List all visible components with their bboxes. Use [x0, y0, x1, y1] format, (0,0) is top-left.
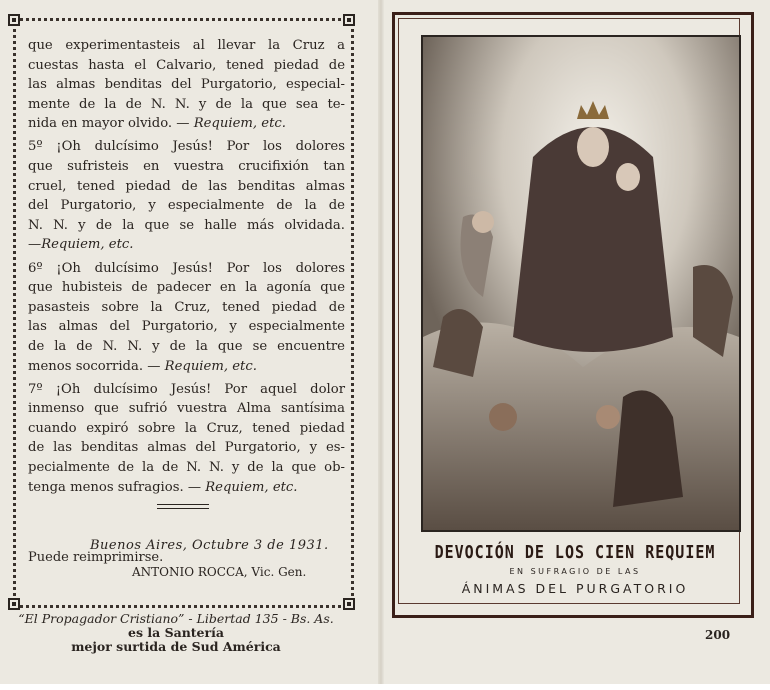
card-title-2: ÁNIMAS DEL PURGATORIO [461, 581, 689, 596]
requiem-refrain: Requiem, etc. [164, 358, 257, 374]
line-text: cuando expiró sobre la Cruz, tened piedad [28, 420, 345, 436]
prayer-paragraph [28, 259, 345, 377]
text-line [28, 137, 345, 157]
line-text: pasasteis sobre la Cruz, tened piedad de [28, 299, 345, 315]
line-text: — [28, 237, 42, 253]
card-title: DEVOCIÓN DE LOS CIEN REQUIEM [434, 541, 716, 563]
line-text: 6º ¡Oh dulcísimo Jesús! Por los dolores [28, 260, 345, 276]
text-line [28, 438, 345, 458]
line-text: mente de la de N. N. y de la que sea te- [28, 96, 345, 112]
prayer-paragraph [28, 380, 345, 498]
line-text: de la de N. N. y de la que se encuentre [28, 338, 345, 354]
text-line [28, 235, 345, 255]
text-line [28, 337, 345, 357]
page-number: 200 [705, 628, 731, 642]
publisher-slogan-2: mejor surtida de Sud América [71, 639, 281, 654]
text-line [28, 157, 345, 177]
double-rule-divider [157, 504, 209, 509]
text-line [28, 216, 345, 236]
text-line [28, 380, 345, 400]
text-line [28, 36, 345, 56]
text-line [28, 75, 345, 95]
border-corner-ornament [343, 14, 355, 26]
line-text: del Purgatorio, y especialmente de la de [28, 198, 345, 214]
line-text: 7º ¡Oh dulcísimo Jesús! Por aquel dolor [28, 381, 345, 397]
line-text: que hubisteis de padecer en la agonía que [28, 280, 345, 296]
line-text: 5º ¡Oh dulcísimo Jesús! Por los dolores [28, 139, 345, 155]
line-text: tenga menos sufragios. — [28, 479, 206, 495]
line-text: inmenso que sufrió vuestra Alma santísima [28, 401, 345, 417]
text-line [28, 357, 345, 377]
line-text: menos socorrida. — [28, 358, 165, 374]
line-text: nida en mayor olvido. — [28, 116, 194, 132]
prayer-text [28, 36, 345, 501]
signatory: ANTONIO ROCCA, Vic. Gen. [132, 565, 307, 579]
line-text: cruel, tened piedad de las benditas almas [28, 178, 345, 194]
publisher-slogan-1: es la Santería [128, 625, 224, 640]
requiem-refrain: Requiem, etc. [41, 237, 134, 253]
line-text: que sufristeis en vuestra crucifixión tan [28, 159, 345, 175]
text-line [28, 259, 345, 279]
border-corner-ornament [343, 598, 355, 610]
fold-crease [378, 0, 384, 684]
line-text: las almas benditas del Purgatorio, especial- [28, 77, 345, 93]
place-date: Buenos Aires, Octubre 3 de 1931. [90, 538, 329, 553]
prayer-paragraph [28, 36, 345, 134]
text-line [28, 478, 345, 498]
text-line [28, 177, 345, 197]
text-line [28, 56, 345, 76]
text-line [28, 114, 345, 134]
text-line [28, 458, 345, 478]
text-line [28, 317, 345, 337]
border-corner-ornament [8, 14, 20, 26]
line-text: N. N. y de la que se halle más olvidada. [28, 217, 345, 233]
requiem-refrain: Requiem, etc. [205, 479, 298, 495]
prayer-paragraph [28, 137, 345, 255]
line-text: las almas del Purgatorio, y especialmente [28, 319, 345, 335]
border-corner-ornament [8, 598, 20, 610]
requiem-refrain: Requiem, etc. [193, 116, 286, 132]
line-text: cuestas hasta el Calvario, tened piedad de [28, 57, 345, 73]
text-line [28, 419, 345, 439]
line-text: de las benditas almas del Purgatorio, y es- [28, 440, 345, 456]
text-line [28, 278, 345, 298]
imprimatur: Puede reimprimirse. [28, 550, 164, 565]
line-text: que experimentasteis al llevar la Cruz a [28, 38, 345, 53]
text-line [28, 399, 345, 419]
text-line [28, 95, 345, 115]
publisher-line: “El Propagador Cristiano” - Libertad 135 - Bs. As. [18, 611, 334, 626]
card-subtitle: EN SUFRAGIO DE LAS [509, 567, 641, 576]
text-line [28, 196, 345, 216]
text-line [28, 298, 345, 318]
virgin-of-carmel-illustration [421, 35, 741, 532]
line-text: pecialmente de la de N. N. y de la que ob- [28, 459, 345, 475]
